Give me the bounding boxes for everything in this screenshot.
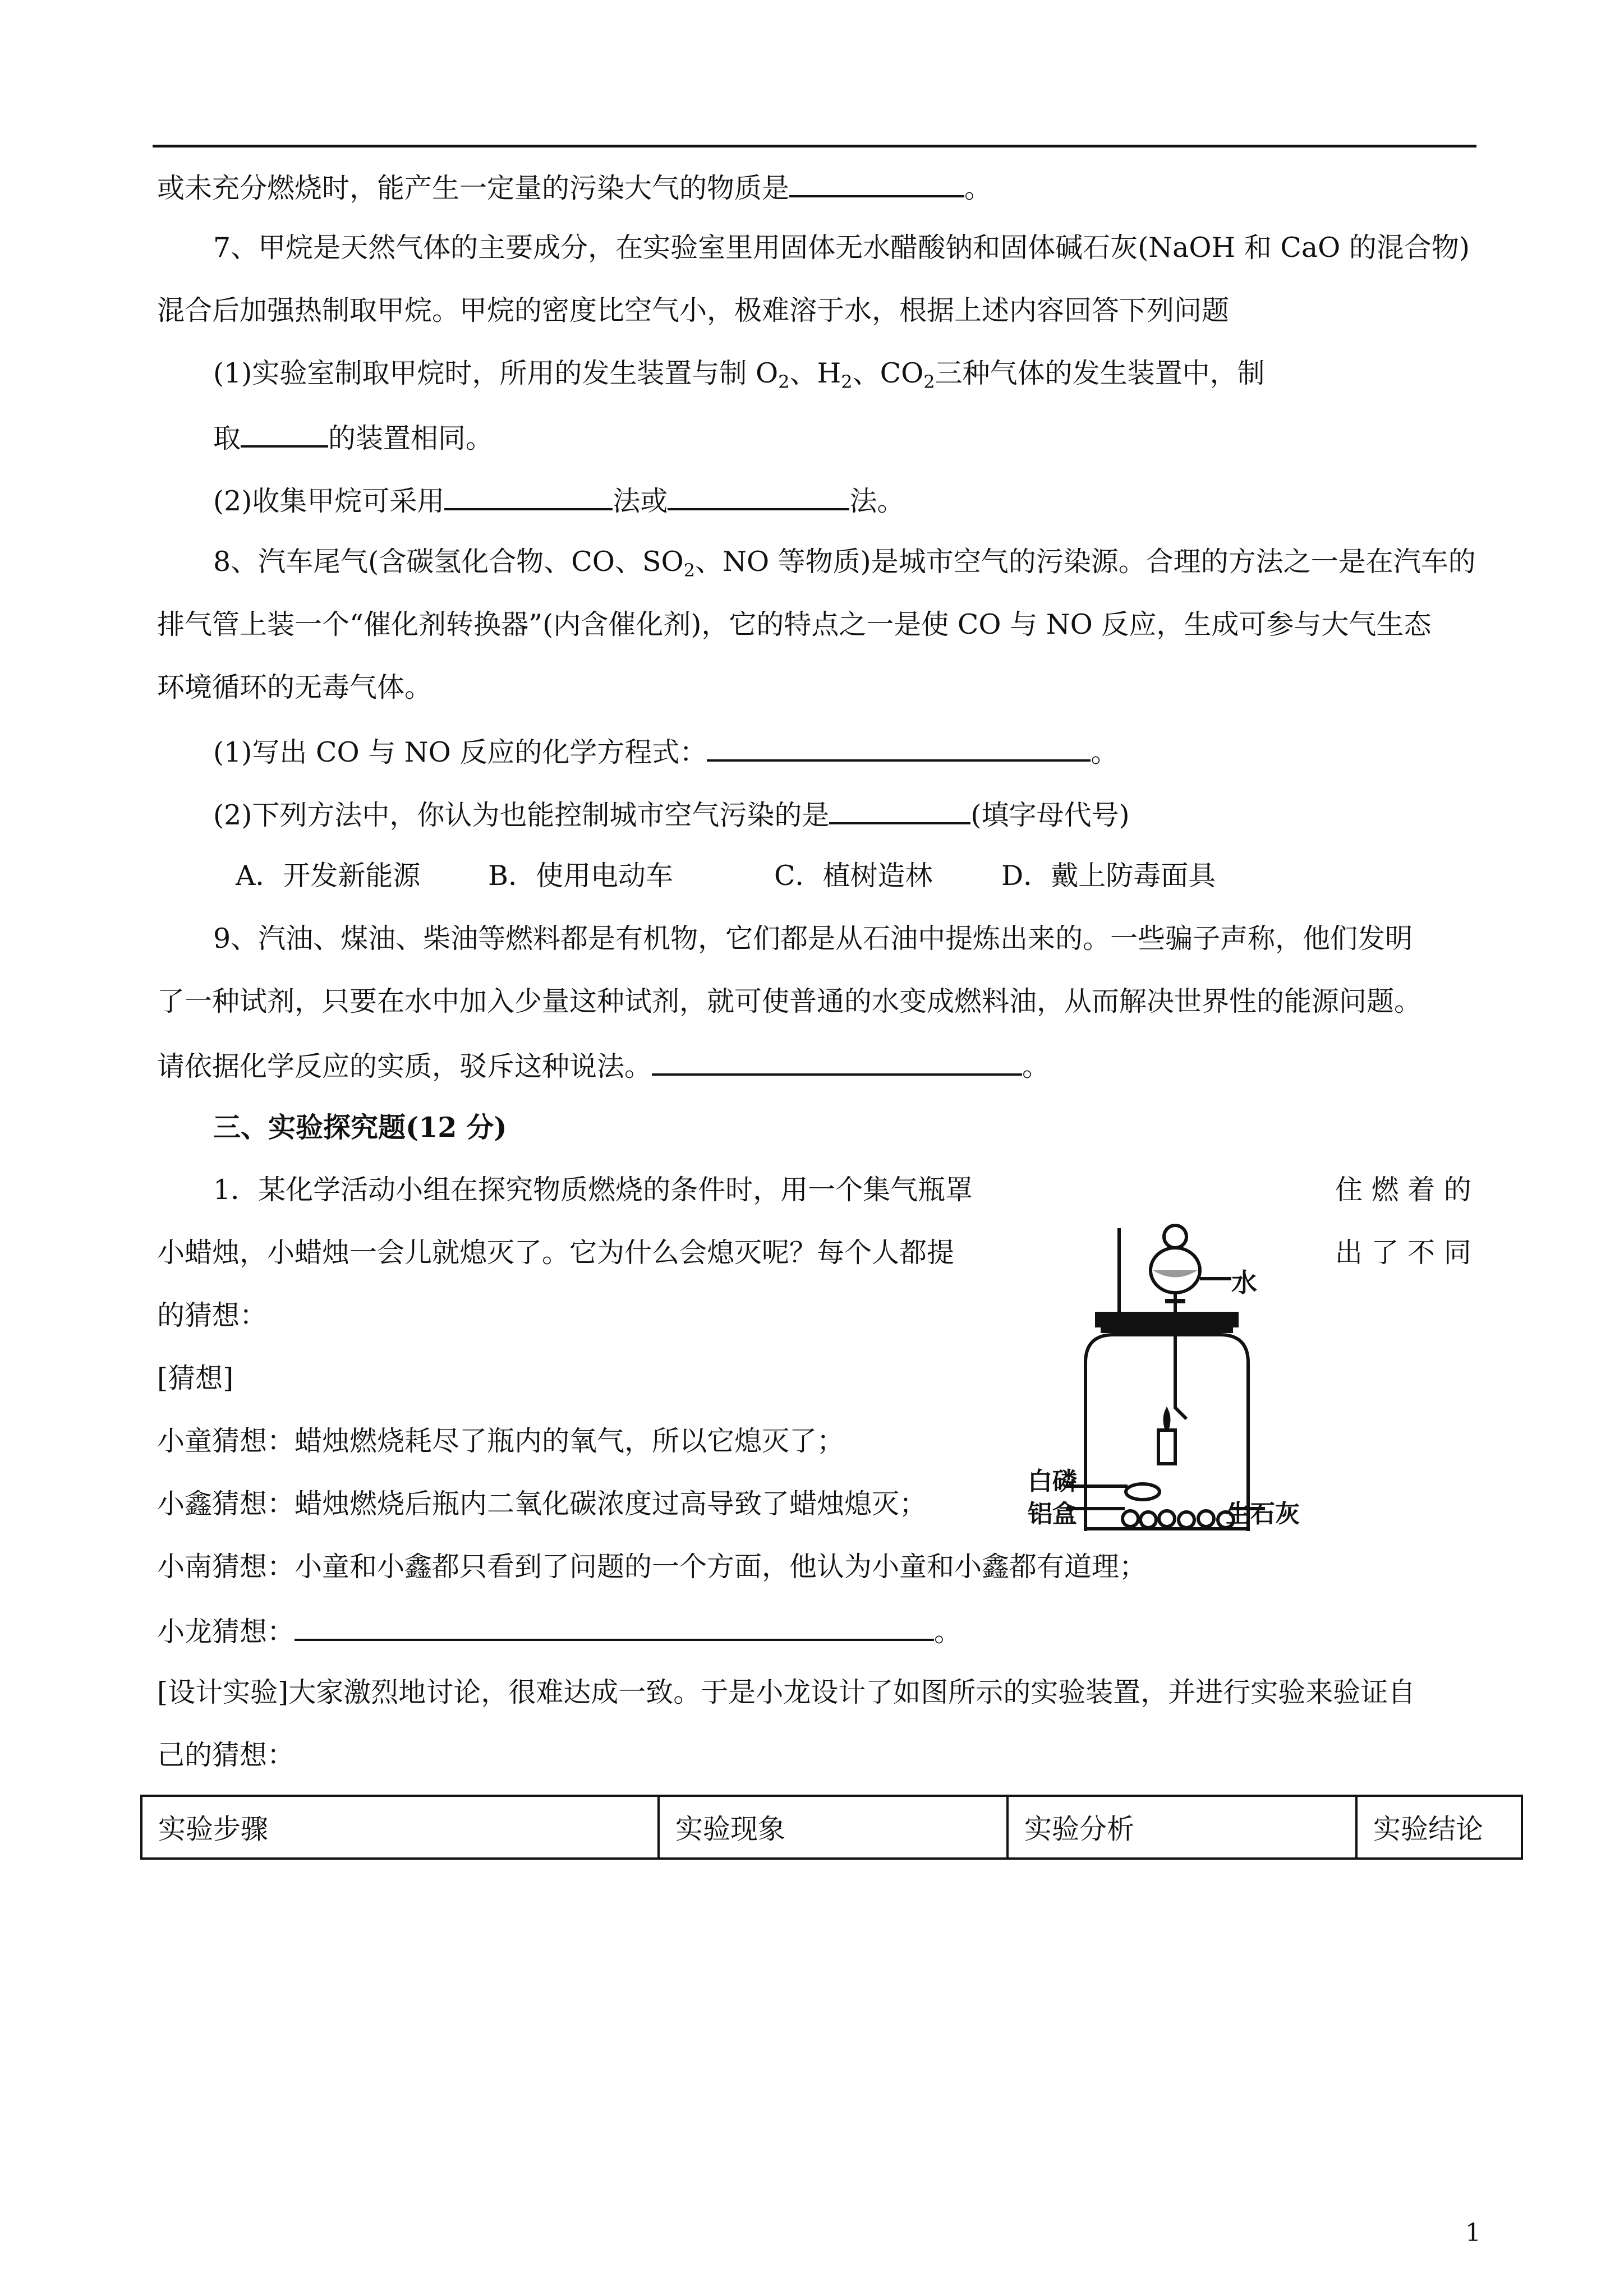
text: 1．某化学活动小组在探究物质燃烧的条件时，用一个集气瓶罩 xyxy=(213,1174,973,1206)
text-line xyxy=(157,168,992,206)
label-quicklime: 生石灰 xyxy=(1226,1500,1300,1528)
text: 混合后加强热制取甲烷。甲烷的密度比空气小，极难溶于水，根据上述内容回答下列问题 xyxy=(157,294,1230,326)
text: 三种气体的发生装置中，制 xyxy=(935,357,1265,389)
answer-blank[interactable] xyxy=(241,418,328,448)
option-d[interactable]: D．戴上防毒面具 xyxy=(1001,860,1216,892)
text: 、CO xyxy=(852,357,924,389)
experiment-table xyxy=(140,1795,1523,1860)
text: 排气管上装一个“催化剂转换器”(内含催化剂)，它的特点之一是使 CO 与 NO 反应，生成可参与大气生态 xyxy=(157,608,1432,640)
text: 的装置相同。 xyxy=(328,422,494,454)
header-rule xyxy=(153,145,1476,147)
question-8-line-3 xyxy=(157,670,432,706)
table-header-analysis: 实验分析 xyxy=(1007,1796,1356,1859)
question-7-part-1-cont xyxy=(213,418,493,457)
guess-xiaolong xyxy=(157,1612,961,1650)
option-b[interactable]: B．使用电动车 xyxy=(488,860,674,892)
text: 请依据化学反应的实质，驳斥这种说法。 xyxy=(157,1050,652,1082)
text: (1)实验室制取甲烷时，所用的发生装置与制 O xyxy=(213,357,779,389)
question-9-line-2 xyxy=(157,984,1421,1020)
subscript: 2 xyxy=(923,371,935,393)
question-7-part-2 xyxy=(213,481,904,519)
guess-heading xyxy=(157,1361,233,1396)
text: 9、汽油、煤油、柴油等燃料都是有机物，它们都是从石油中提炼出来的。一些骗子声称，他们发明 xyxy=(213,923,1413,955)
question-7-line-2 xyxy=(157,293,1229,329)
text: 、NO 等物质)是城市空气的污染源。合理的方法之一是在汽车的 xyxy=(695,546,1476,578)
table-header-conclusion: 实验结论 xyxy=(1356,1796,1522,1859)
label-white-phosphorus: 白磷 xyxy=(1028,1467,1077,1496)
experiment-1-line-1-right xyxy=(1335,1172,1471,1208)
text: (2)下列方法中，你认为也能控制城市空气污染的是 xyxy=(213,799,830,831)
text: 小龙猜想： xyxy=(157,1616,295,1648)
text: 出 了 不 同 xyxy=(1335,1237,1471,1269)
text: 。 xyxy=(1022,1050,1050,1082)
text: 、H xyxy=(789,357,841,389)
subscript: 2 xyxy=(841,371,853,393)
text: 。 xyxy=(1091,736,1119,768)
experiment-1-line-2-right xyxy=(1335,1235,1471,1271)
answer-blank[interactable] xyxy=(789,168,964,197)
guess-xiaoxin xyxy=(157,1486,927,1522)
text: (2)收集甲烷可采用 xyxy=(213,485,445,517)
text: (填字母代号) xyxy=(970,799,1130,831)
text: 的猜想： xyxy=(157,1299,268,1331)
text: 住 燃 着 的 xyxy=(1335,1174,1471,1206)
text: 己的猜想： xyxy=(157,1739,295,1771)
option-c[interactable]: C．植树造林 xyxy=(774,860,933,892)
question-7-part-1 xyxy=(213,356,1265,391)
text: [猜想] xyxy=(157,1362,234,1394)
option-a[interactable]: A．开发新能源 xyxy=(236,860,421,892)
experiment-1-line-3 xyxy=(157,1298,267,1334)
experiment-1-line-1 xyxy=(213,1172,973,1208)
question-7-line-1 xyxy=(213,230,1470,266)
experiment-1-line-2 xyxy=(157,1235,954,1271)
candle xyxy=(1158,1430,1175,1464)
table-header-steps: 实验步骤 xyxy=(141,1796,659,1859)
text: 8、汽车尾气(含碳氢化合物、CO、SO xyxy=(213,546,684,578)
label-aluminum-box: 铝盒 xyxy=(1028,1500,1077,1528)
question-8-options xyxy=(236,858,1216,894)
design-line-2 xyxy=(157,1737,295,1773)
question-9-line-3 xyxy=(157,1046,1050,1085)
text: 环境循环的无毒气体。 xyxy=(157,671,433,703)
answer-blank[interactable] xyxy=(707,732,1091,762)
aluminum-box xyxy=(1126,1484,1160,1500)
text: 了一种试剂，只要在水中加入少量这种试剂，就可使普通的水变成燃料油，从而解决世界性的能源问题。 xyxy=(157,985,1422,1017)
text: (1)写出 CO 与 NO 反应的化学方程式： xyxy=(213,736,707,768)
page-number: 1 xyxy=(1465,2219,1481,2247)
question-8-line-2 xyxy=(157,607,1431,643)
text: 7、甲烷是天然气体的主要成分，在实验室里用固体无水醋酸钠和固体碱石灰(NaOH 和 CaO 的混合物) xyxy=(213,232,1470,264)
label-water: 水 xyxy=(1231,1267,1257,1298)
guess-xiaotong xyxy=(157,1423,844,1459)
text: [设计实验]大家激烈地讨论，很难达成一致。于是小龙设计了如图所示的实验装置，并进行实验来验证自 xyxy=(157,1676,1416,1708)
text: 小南猜想：小童和小鑫都只看到了问题的一个方面，他认为小童和小鑫都有道理； xyxy=(157,1551,1147,1583)
quicklime xyxy=(1122,1511,1234,1528)
text: 法。 xyxy=(849,485,905,517)
answer-blank[interactable] xyxy=(652,1046,1022,1076)
funnel-stopper xyxy=(1164,1225,1186,1248)
table-header-row xyxy=(141,1796,1522,1859)
text: 取 xyxy=(213,422,241,454)
answer-blank[interactable] xyxy=(668,481,849,510)
question-9-line-1 xyxy=(213,921,1413,957)
text: 小童猜想：蜡烛燃烧耗尽了瓶内的氧气，所以它熄灭了； xyxy=(157,1425,845,1457)
answer-blank[interactable] xyxy=(444,481,613,510)
subscript: 2 xyxy=(778,371,790,393)
guess-xiaonan xyxy=(157,1549,1147,1585)
text: 小蜡烛，小蜡烛一会儿就熄灭了。它为什么会熄灭呢？每个人都提 xyxy=(157,1237,955,1269)
text: 三、实验探究题(12 分) xyxy=(213,1111,507,1144)
design-line-1 xyxy=(157,1675,1415,1711)
question-8-line-1 xyxy=(213,544,1476,580)
question-8-part-2 xyxy=(213,795,1130,833)
answer-blank[interactable] xyxy=(295,1612,934,1641)
answer-blank[interactable] xyxy=(829,795,970,824)
subscript: 2 xyxy=(683,560,696,581)
text: 或未充分燃烧时，能产生一定量的污染大气的物质是 xyxy=(157,172,790,204)
section-3-heading xyxy=(213,1109,507,1145)
text: 。 xyxy=(964,172,992,204)
text: 法或 xyxy=(613,485,668,517)
question-8-part-1 xyxy=(213,732,1118,771)
text: 小鑫猜想：蜡烛燃烧后瓶内二氧化碳浓度过高导致了蜡烛熄灭； xyxy=(157,1488,927,1520)
text: 。 xyxy=(934,1616,962,1648)
table-header-phenomena: 实验现象 xyxy=(659,1796,1007,1859)
